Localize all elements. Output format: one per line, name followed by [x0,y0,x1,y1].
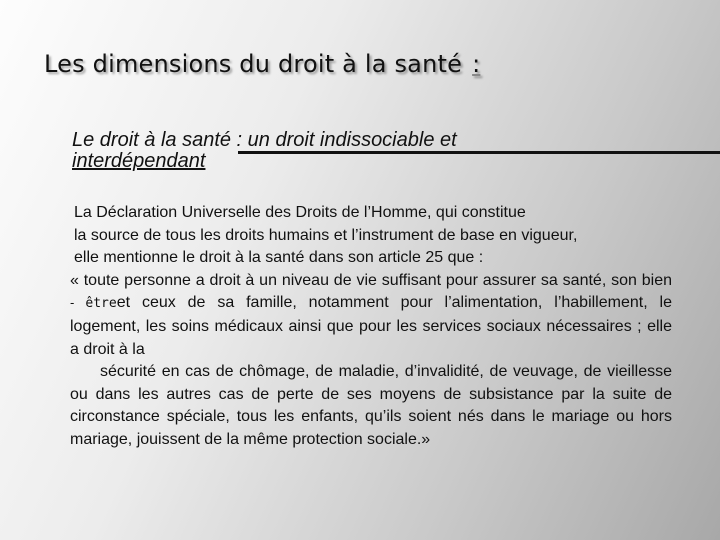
quote-paragraph-1 [62,270,672,361]
slide-title-colon: : [472,50,481,78]
body-text [70,202,672,452]
subtitle-line-1: Le droit à la santé : un droit indissociable et [72,129,457,151]
slide-title [44,50,480,78]
subtitle-divider [238,151,720,154]
intro-line: la source de tous les droits humains et l’instrument de base en vigueur, [74,226,578,244]
quote-text-start: « toute personne a droit à un niveau de vie suffisant pour assurer sa santé, son bien [70,271,672,289]
quote-word-etre: être [85,296,117,312]
quote-paragraph-2 [70,361,672,451]
intro-line: elle mentionne le droit à la santé dans son article 25 que : [74,249,484,267]
subtitle-line-2: interdépendant [72,150,206,172]
quote-separator: - [70,295,86,311]
intro-line: La Déclaration Universelle des Droits de l’Homme, qui constitue [74,204,526,221]
quote-text-end: sécurité en cas de chômage, de maladie, d’invalidité, de veuvage, de vieillesse ou dans les autres cas de perte de ses moyens de subsistance par la suite de circonstance spéciale, tous les enfants, qu’ils soient nés dans le mariage ou hors mariage, jouissent de la même protection sociale.» [70,363,672,448]
quote-text-middle: et ceux de sa famille, notamment pour l’alimentation, l’habillement, le logement, les soins médicaux ainsi que pour les services sociaux nécessaires ; elle a droit à la [70,294,672,358]
intro-paragraph [70,202,672,270]
slide-title-text: Les dimensions du droit à la santé [44,50,463,78]
